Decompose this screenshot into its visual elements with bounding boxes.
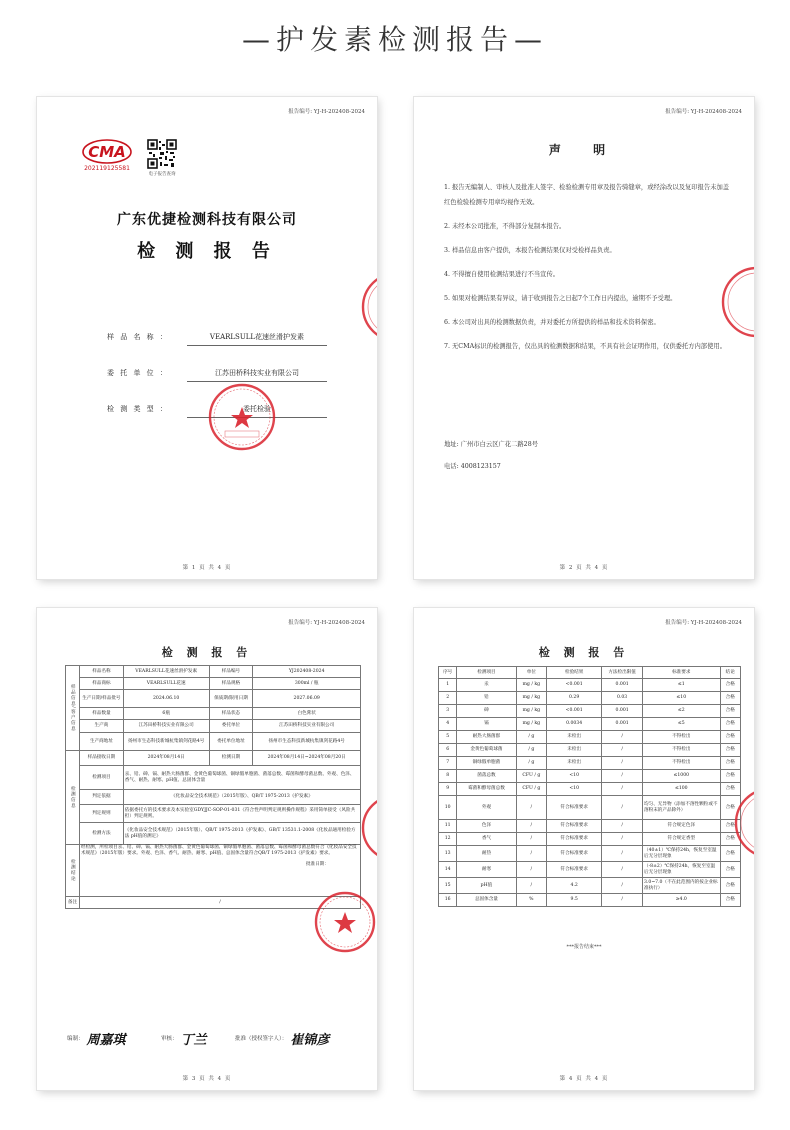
table-row <box>439 783 741 796</box>
table-cell: / <box>516 796 547 820</box>
declaration-item: 6. 本公司对出具的检测数据负责，并对委托方所提供的样品和技术资料保密。 <box>444 318 660 326</box>
table-cell: 汞、铅、砷、镉、耐热大肠菌群、金黄色葡萄球菌、铜绿假单胞菌、菌落总数、霉菌和酵母菌总数、外观、色泽、香气、耐热、耐寒、pH值、总固体含量 <box>123 766 360 790</box>
table-cell: 0.29 <box>547 692 602 705</box>
table-cell: 0.0034 <box>547 718 602 731</box>
table-row <box>439 718 741 731</box>
page-heading: —护发素检测报告— <box>241 23 548 56</box>
end-of-report: ***报告结束*** <box>566 944 602 950</box>
table-cell: 符合规定色泽 <box>643 820 721 833</box>
report-page-cover <box>37 97 377 579</box>
signature-handwriting: 周嘉琪 <box>86 1033 126 1048</box>
conclusion-cell <box>79 845 360 897</box>
table-cell: 2024年08月14日 <box>123 751 209 766</box>
column-header: 方法检出限值 <box>602 667 643 679</box>
declaration-item: 3. 样品信息由客户提供，本报告检测结果仅对受检样品负责。 <box>444 246 616 254</box>
table-cell: / g <box>516 731 547 744</box>
table-cell: 合格 <box>720 862 740 878</box>
table-cell: 0.001 <box>602 679 643 692</box>
table-cell: 合格 <box>720 731 740 744</box>
table-cell: ≤10 <box>643 692 721 705</box>
signature-approver <box>235 1029 329 1048</box>
report-number: 报告编号: YJ-H-202408-2024 <box>665 109 742 115</box>
table-row <box>439 833 741 846</box>
qr-caption: 电子报告查询 <box>148 172 176 177</box>
table-cell: 15 <box>439 878 457 894</box>
table-cell: 检测方法 <box>79 823 123 845</box>
field-value: 委托检验 <box>243 405 271 413</box>
table-row <box>66 733 361 751</box>
table-row <box>66 823 361 845</box>
table-cell: 合格 <box>720 783 740 796</box>
table-cell: 保质期/限用日期 <box>209 690 253 708</box>
qr-code-icon[interactable] <box>147 139 177 169</box>
cma-logo <box>79 139 135 172</box>
table-cell: ≥4.0 <box>643 894 721 907</box>
declaration-list <box>444 181 734 364</box>
table-cell: VEARLSULL花速丝滑护发素 <box>123 666 209 678</box>
column-header: 检验结果 <box>547 667 602 679</box>
field-value: VEARLSULL花速丝滑护发素 <box>209 333 305 341</box>
approve-date: 批准日期： <box>306 861 329 867</box>
field-value: 江苏田桥科技实业有限公司 <box>215 369 299 377</box>
table-cell: 6 <box>439 744 457 757</box>
field-client <box>107 365 327 381</box>
table-cell: CFU / g <box>516 783 547 796</box>
table-cell: 总固体含量 <box>457 894 516 907</box>
table-cell: 3 <box>439 705 457 718</box>
table-cell: 符合标准要求 <box>547 862 602 878</box>
table-cell: / <box>602 894 643 907</box>
table-cell: 检测日期 <box>209 751 253 766</box>
table-cell: 9 <box>439 783 457 796</box>
table-row <box>439 757 741 770</box>
table-cell: mg / kg <box>516 679 547 692</box>
table-row <box>439 731 741 744</box>
table-cell: 合格 <box>720 833 740 846</box>
table-cell: mg / kg <box>516 692 547 705</box>
field-label: 样 品 名 称 ： <box>107 333 169 341</box>
signature-label: 审核： <box>161 1036 178 1042</box>
table-row <box>66 845 361 897</box>
table-cell: 合格 <box>720 820 740 833</box>
declaration-item: 4. 不得擅自使用检测结果进行不当宣传。 <box>444 270 560 278</box>
signature-reviewer <box>161 1029 207 1048</box>
table-cell: / <box>602 820 643 833</box>
table-cell: 样品商标 <box>79 678 123 690</box>
table-cell: 0.03 <box>602 692 643 705</box>
table-cell: 3.0~7.0（不在此范围内的按企业标准执行） <box>643 878 721 894</box>
table-cell: 10 <box>439 796 457 820</box>
table-cell: 未检出 <box>547 731 602 744</box>
table-cell: 合格 <box>720 718 740 731</box>
table-cell: 样品编号 <box>209 666 253 678</box>
table-cell: 委托单位 <box>209 720 253 733</box>
table-header-row <box>439 667 741 679</box>
table-cell: 合格 <box>720 744 740 757</box>
table-cell: 外观 <box>457 796 516 820</box>
declaration-item: 2. 未经本公司批准，不得部分复制本报告。 <box>444 222 566 230</box>
table-cell: 合格 <box>720 894 740 907</box>
table-row <box>66 690 361 708</box>
section-label: 样品信息/客户信息 <box>66 666 80 751</box>
field-label: 委 托 单 位 ： <box>107 369 169 377</box>
table-cell: 不得检出 <box>643 731 721 744</box>
table-row <box>66 720 361 733</box>
table-cell: 样品规格 <box>209 678 253 690</box>
table-cell: 合格 <box>720 679 740 692</box>
section-label: 检测信息 <box>66 751 80 845</box>
table-cell: / <box>602 846 643 862</box>
table-cell: 合格 <box>720 846 740 862</box>
table-cell: pH值 <box>457 878 516 894</box>
signature-handwriting: 丁兰 <box>180 1033 207 1048</box>
table-cell: 合格 <box>720 770 740 783</box>
table-cell: mg / kg <box>516 718 547 731</box>
table-cell: / <box>602 783 643 796</box>
table-cell: 砷 <box>457 705 516 718</box>
report-number: 报告编号: YJ-H-202408-2024 <box>288 620 365 626</box>
table-cell: 12 <box>439 833 457 846</box>
table-cell: 判定规则 <box>79 805 123 823</box>
table-cell: 生产商地址 <box>79 733 123 751</box>
table-row <box>439 796 741 820</box>
table-row <box>66 766 361 790</box>
field-sample-name <box>107 329 327 345</box>
table-cell: （-8±2）℃保持24h，恢复至室温后无分层现象 <box>643 862 721 878</box>
declaration-item: 5. 如果对检测结果有异议，请于收到报告之日起7个工作日内提出，逾期不予受理。 <box>444 294 677 302</box>
table-row <box>439 744 741 757</box>
page-number: 第 3 页 共 4 页 <box>182 1076 232 1082</box>
table-cell: % <box>516 894 547 907</box>
table-cell: 菌落总数 <box>457 770 516 783</box>
table-cell: 样品数量 <box>79 708 123 720</box>
edge-seal-icon <box>359 267 377 347</box>
table-cell: YJ202408-2024 <box>253 666 361 678</box>
column-header: 序号 <box>439 667 457 679</box>
table-cell: <0.001 <box>547 679 602 692</box>
page-number: 第 2 页 共 4 页 <box>559 565 609 571</box>
table-cell: ≤5 <box>643 718 721 731</box>
official-seal-icon <box>313 890 377 954</box>
table-cell: 7 <box>439 757 457 770</box>
table-cell: 6瓶 <box>123 708 209 720</box>
table-cell: 13 <box>439 846 457 862</box>
table-cell: 16 <box>439 894 457 907</box>
table-cell: 未检出 <box>547 757 602 770</box>
report-title: 检 测 报 告 <box>137 241 277 262</box>
table-cell: 不得检出 <box>643 757 721 770</box>
table-cell: 色泽 <box>457 820 516 833</box>
table-row <box>439 705 741 718</box>
table-row <box>439 878 741 894</box>
conclusion-text: 经检测，所检项目汞、铅、砷、镉、耐热大肠菌群、金黄色葡萄球菌、铜绿假单胞菌、菌落总数、霉菌和酵母菌总数符合《化妆品安全技术规范》（2015年版）要求。外观、色泽、香气、耐热、耐寒、pH值、总固体含量符合QB/T 1975-2013《护发素》要求。 <box>80 845 357 856</box>
table-row <box>66 666 361 678</box>
table-cell: 江苏田桥科技实业有限公司 <box>123 720 209 733</box>
declaration-item: 7. 无CMA标识的检测报告，仅出具的检测数据和结果，不具有社会证明作用，仅供委托方内部使用。 <box>444 342 726 350</box>
table-cell: 香气 <box>457 833 516 846</box>
table-row <box>439 679 741 692</box>
column-header: 检测项目 <box>457 667 516 679</box>
table-row <box>439 820 741 833</box>
summary-table <box>65 665 361 909</box>
company-address: 地址: 广州市白云区广花二路28号 <box>444 441 538 448</box>
field-label: 检 测 类 型 ： <box>107 405 169 413</box>
table-cell: 《化妆品安全技术规范》（2015年版）、QB/T 1975-2013《护发素》、GB/T 13531.1-2008《化妆品通用检验方法 pH值的测定》 <box>123 823 360 845</box>
table-cell: / <box>516 820 547 833</box>
table-cell: 9.5 <box>547 894 602 907</box>
table-cell: 江苏田桥科技实业有限公司 <box>253 720 361 733</box>
results-title: 检 测 报 告 <box>538 646 630 659</box>
table-row <box>439 692 741 705</box>
table-cell: 0.001 <box>602 718 643 731</box>
table-cell: 铜绿假单胞菌 <box>457 757 516 770</box>
column-header: 标准要求 <box>643 667 721 679</box>
cma-logo-icon <box>79 139 135 165</box>
report-number: 报告编号: YJ-H-202408-2024 <box>665 620 742 626</box>
table-cell: 未检出 <box>547 744 602 757</box>
table-cell: / <box>516 878 547 894</box>
table-cell: / <box>602 878 643 894</box>
table-cell: ≤100 <box>643 783 721 796</box>
company-phone: 电话: 4008123157 <box>444 463 501 470</box>
table-row <box>439 862 741 878</box>
table-cell: 符合标准要求 <box>547 796 602 820</box>
table-row <box>439 894 741 907</box>
remark-label: 备注 <box>66 897 80 909</box>
table-cell: 4 <box>439 718 457 731</box>
table-cell: 耐热大肠菌群 <box>457 731 516 744</box>
table-cell: / <box>602 862 643 878</box>
table-row <box>66 790 361 805</box>
table-cell: 1 <box>439 679 457 692</box>
report-page-results <box>414 608 754 1090</box>
table-cell: / <box>516 833 547 846</box>
table-cell: / g <box>516 757 547 770</box>
table-cell: 11 <box>439 820 457 833</box>
table-cell: 均匀、无异物（添加不溶性颗粒或不溶粉末的产品除外） <box>643 796 721 820</box>
table-cell: 扬州市生态科技新城杭集镇剑花路4号 <box>253 733 361 751</box>
table-cell: 4.2 <box>547 878 602 894</box>
table-cell: CFU / g <box>516 770 547 783</box>
table-row <box>439 846 741 862</box>
remark-value: / <box>79 897 360 909</box>
table-cell: / <box>602 757 643 770</box>
table-cell: 14 <box>439 862 457 878</box>
signature-label: 批准（授权签字人）： <box>235 1036 288 1042</box>
table-cell: 金黄色葡萄球菌 <box>457 744 516 757</box>
table-cell: 合格 <box>720 692 740 705</box>
table-cell: 检测项目 <box>79 766 123 790</box>
table-cell: 合格 <box>720 705 740 718</box>
official-seal-icon <box>207 382 277 452</box>
signature-compiler <box>67 1029 126 1048</box>
table-row <box>66 678 361 690</box>
table-row <box>66 805 361 823</box>
table-row <box>439 770 741 783</box>
table-cell: <10 <box>547 783 602 796</box>
table-cell: 镉 <box>457 718 516 731</box>
edge-seal-icon <box>719 262 754 342</box>
table-cell: / <box>602 770 643 783</box>
table-cell: 5 <box>439 731 457 744</box>
summary-title: 检 测 报 告 <box>161 646 253 659</box>
table-cell: <10 <box>547 770 602 783</box>
table-cell: ≤1000 <box>643 770 721 783</box>
table-cell: 合格 <box>720 796 740 820</box>
table-cell: （40±1）℃保持24h，恢复至室温后无分层现象 <box>643 846 721 862</box>
table-cell: 生产商 <box>79 720 123 733</box>
table-cell: 样品名称 <box>79 666 123 678</box>
table-cell: 依据委托方的技术要求及本实验室GDYJJC-SOP-01-031《符合性声明判定规则操作规程》采用简单接受（风险共担）判定规则。 <box>123 805 360 823</box>
page-number: 第 4 页 共 4 页 <box>559 1076 609 1082</box>
declaration-item: 1. 报告无编制人、审核人及批准人签字、检验检测专用章及报告骑缝章，或经涂改以及复印报告未加盖红色检验检测专用章均视作无效。 <box>444 184 730 206</box>
table-cell: VEARLSULL花速 <box>123 678 209 690</box>
table-cell: 合格 <box>720 878 740 894</box>
declaration-title: 声 明 <box>548 143 620 157</box>
table-cell: 2024.06.10 <box>123 690 209 708</box>
table-cell: 铅 <box>457 692 516 705</box>
table-cell: 样品状态 <box>209 708 253 720</box>
table-cell: 符合规定香型 <box>643 833 721 846</box>
report-page-declaration <box>414 97 754 579</box>
edge-seal-icon <box>730 783 754 863</box>
results-table <box>438 666 741 907</box>
page-number: 第 1 页 共 4 页 <box>182 565 232 571</box>
table-cell: 2027.06.09 <box>253 690 361 708</box>
table-cell: 白色膏状 <box>253 708 361 720</box>
table-cell: / <box>602 744 643 757</box>
table-cell: / <box>602 731 643 744</box>
column-header: 单位 <box>516 667 547 679</box>
table-cell: / <box>516 846 547 862</box>
table-cell: 耐热 <box>457 846 516 862</box>
table-cell: 8 <box>439 770 457 783</box>
cma-number: 202119125581 <box>84 165 130 172</box>
table-cell: 符合标准要求 <box>547 820 602 833</box>
table-cell: / <box>516 862 547 878</box>
table-cell: 耐寒 <box>457 862 516 878</box>
table-cell: ≤2 <box>643 705 721 718</box>
edge-seal-icon <box>355 793 377 863</box>
section-label: 检测结论 <box>66 845 80 897</box>
table-cell: 0.001 <box>602 705 643 718</box>
table-cell: 合格 <box>720 757 740 770</box>
table-cell: 符合标准要求 <box>547 833 602 846</box>
table-cell: 2024年08月14日~2024年08月20日 <box>253 751 361 766</box>
table-row <box>66 751 361 766</box>
table-cell: mg / kg <box>516 705 547 718</box>
table-cell: 不得检出 <box>643 744 721 757</box>
table-cell: 2 <box>439 692 457 705</box>
table-cell: 样品接收日期 <box>79 751 123 766</box>
table-cell: 委托单位地址 <box>209 733 253 751</box>
table-cell: 扬州市生态科技新城杭集镇剑花路4号 <box>123 733 209 751</box>
table-cell: 《化妆品安全技术规范》（2015年版）、QB/T 1975-2013《护发素》 <box>123 790 360 805</box>
table-cell: / <box>602 796 643 820</box>
table-cell: 汞 <box>457 679 516 692</box>
table-cell: 霉菌和酵母菌总数 <box>457 783 516 796</box>
table-cell: / <box>602 833 643 846</box>
table-cell: <0.001 <box>547 705 602 718</box>
table-cell: 生产日期/样品批号 <box>79 690 123 708</box>
table-cell: ≤1 <box>643 679 721 692</box>
table-cell: 判定依据 <box>79 790 123 805</box>
table-row <box>66 708 361 720</box>
column-header: 结论 <box>720 667 740 679</box>
report-page-summary <box>37 608 377 1090</box>
report-number: 报告编号: YJ-H-202408-2024 <box>288 109 365 115</box>
table-cell: / g <box>516 744 547 757</box>
company-name: 广东优捷检测科技有限公司 <box>117 212 297 228</box>
table-cell: 300ml / 瓶 <box>253 678 361 690</box>
table-cell: 符合标准要求 <box>547 846 602 862</box>
signature-handwriting: 崔锦彦 <box>290 1033 330 1048</box>
signature-label: 编制： <box>67 1036 84 1042</box>
svg-text:CMA: CMA <box>88 143 126 161</box>
